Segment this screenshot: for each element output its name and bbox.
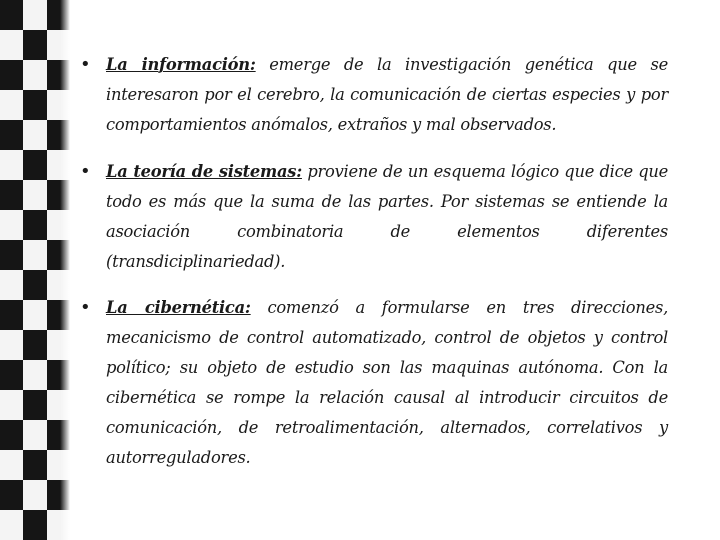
slide-content (80, 34, 668, 473)
checker-cell (47, 60, 70, 90)
checker-cell (47, 210, 70, 240)
bullet-term: La cibernética: (106, 297, 251, 317)
checker-cell (23, 330, 46, 360)
checker-cell (47, 420, 70, 450)
checker-cell (47, 120, 70, 150)
checker-cell (23, 240, 46, 270)
checker-cell (0, 240, 23, 270)
checker-cell (23, 90, 46, 120)
checker-cell (47, 180, 70, 210)
checker-cell (0, 60, 23, 90)
checker-cell (0, 480, 23, 510)
bullet-teoria-sistemas (80, 157, 668, 277)
checker-cell (47, 150, 70, 180)
checker-cell (0, 30, 23, 60)
checker-cell (0, 450, 23, 480)
checker-cell (23, 480, 46, 510)
bullet-text: emerge de la investigación genética que se interesaron por el cerebro, la comunicación de ciertas especies y por comportamientos anómalos, extraños y mal observados. (106, 55, 668, 135)
checker-cell (47, 300, 70, 330)
bullet-informacion (80, 50, 668, 140)
checker-cell (47, 450, 70, 480)
checker-cell (23, 180, 46, 210)
checkerboard-decoration (0, 0, 70, 540)
checker-cell (23, 390, 46, 420)
checker-cell (0, 360, 23, 390)
checker-cell (23, 510, 46, 540)
checker-cell (0, 270, 23, 300)
checker-cell (0, 420, 23, 450)
checker-cell (47, 30, 70, 60)
bullet-term: La información: (106, 55, 256, 75)
checker-cell (0, 0, 23, 30)
checker-cell (47, 360, 70, 390)
checker-cell (47, 480, 70, 510)
bullet-term: La teoría de sistemas: (106, 161, 302, 181)
checker-cell (47, 240, 70, 270)
checker-cell (0, 510, 23, 540)
checker-cell (23, 30, 46, 60)
checker-cell (47, 270, 70, 300)
checker-cell (0, 300, 23, 330)
checker-cell (0, 150, 23, 180)
checker-cell (23, 300, 46, 330)
checker-cell (0, 180, 23, 210)
bullet-cibernetica (80, 293, 668, 473)
checker-cell (23, 0, 46, 30)
checker-cell (0, 210, 23, 240)
checker-cell (0, 330, 23, 360)
checker-cell (0, 90, 23, 120)
checker-cell (47, 330, 70, 360)
checker-cell (23, 150, 46, 180)
checker-cell (23, 60, 46, 90)
checker-cell (47, 510, 70, 540)
checker-cell (23, 360, 46, 390)
checker-cell (23, 270, 46, 300)
bullet-text: comenzó a formularse en tres direcciones, mecanicismo de control automatizado, control de objetos y control político; su objeto de estudio son las maquinas autónoma. Con la cibernética se rompe la relación causal al introducir circuitos de comunicación, de retroalimentación, alternados, correlativos y autorreguladores. (106, 297, 668, 467)
bullet-text: proviene de un esquema lógico que dice que todo es más que la suma de las partes. Por sistemas se entiende la asociación combinatoria de elementos diferentes (transdiciplinariedad). (106, 161, 668, 271)
checker-cell (23, 420, 46, 450)
checker-cell (0, 120, 23, 150)
checker-cell (47, 390, 70, 420)
checker-cell (23, 210, 46, 240)
checker-cell (23, 450, 46, 480)
checker-cell (47, 0, 70, 30)
checker-cell (47, 90, 70, 120)
checker-cell (0, 390, 23, 420)
checker-cell (23, 120, 46, 150)
